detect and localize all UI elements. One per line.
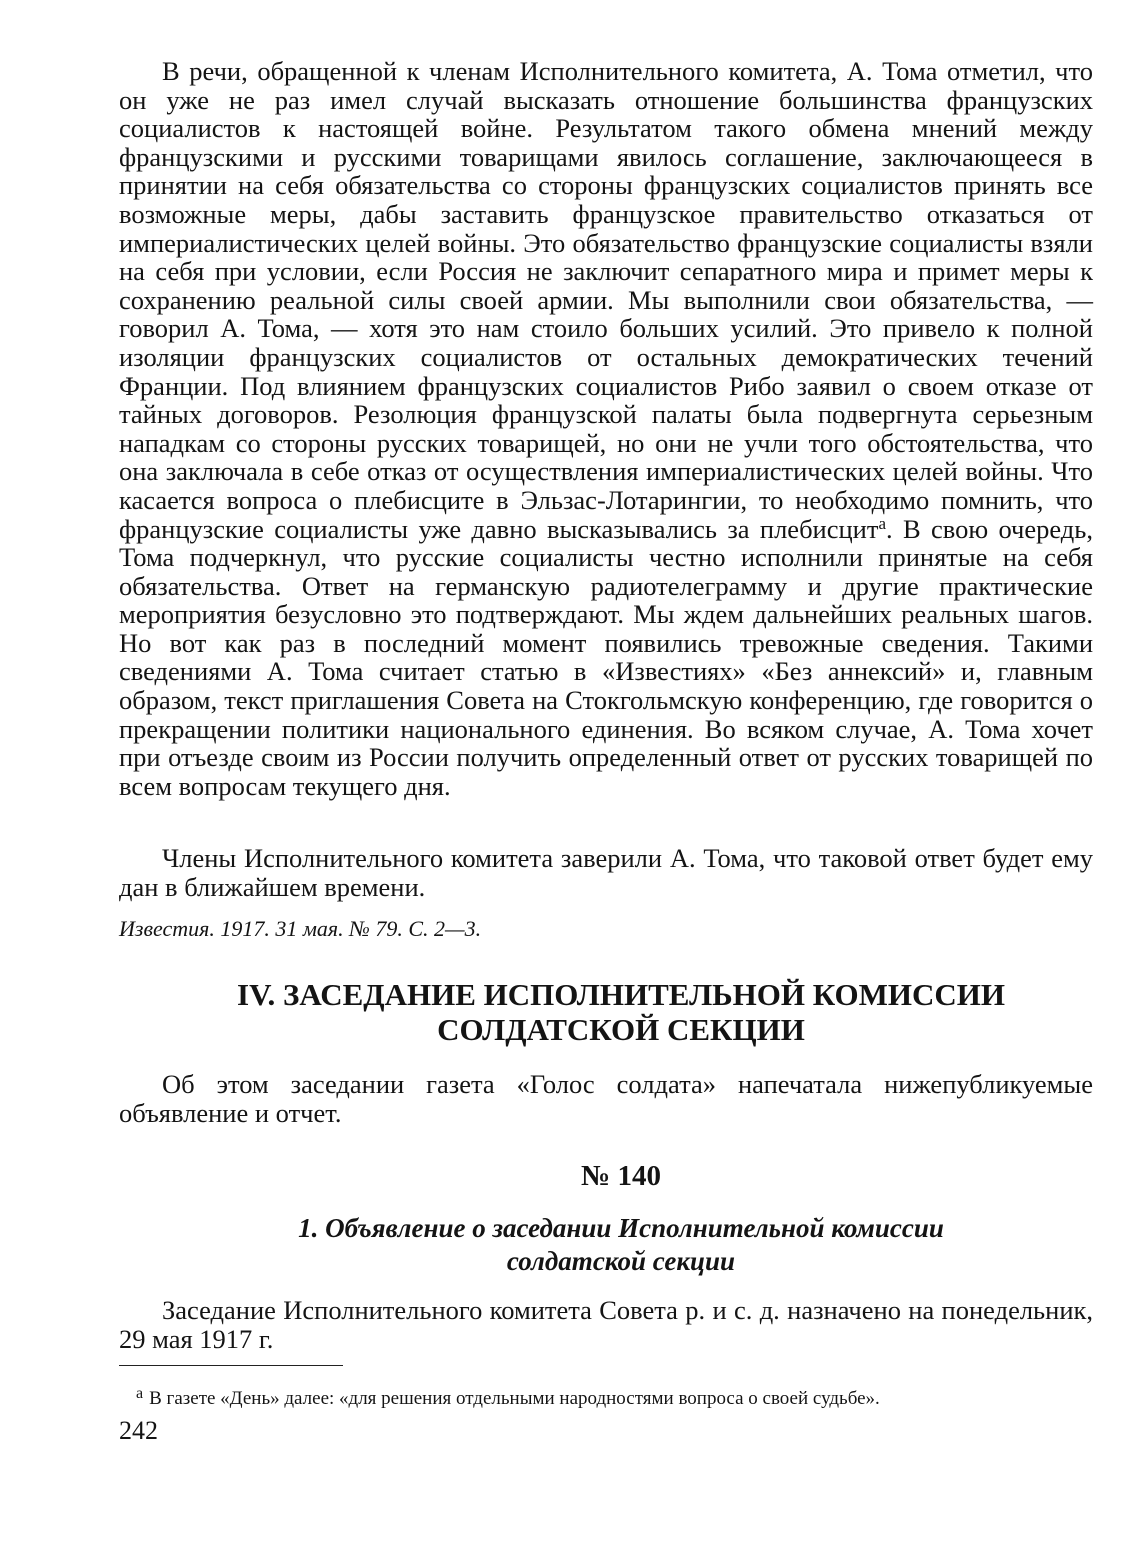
paragraph-text: . В свою очередь, Тома подчеркнул, что русские социалисты честно исполнили принятые на себя обязательства. Ответ на германскую радиотелеграмму и другие практические мероприятия безусловно это подтверждают. Мы ждем дальнейших реальных шагов. Но вот как раз в последний момент появились тревожные сведения. Такими сведениями А. Тома считает статью в «Известиях» «Без аннексий» и, главным образом, текст приглашения Совета на Стокгольмскую конференцию, где говорится о прекращении политики национального единения. Во всяком случае, А. Тома хочет при отъезде своим из России получить определенный ответ от русских товарищей по всем вопросам текущего дня. [119, 513, 1093, 801]
body-paragraph [119, 57, 1093, 800]
source-citation: Известия. 1917. 31 мая. № 79. С. 2—3. [119, 916, 482, 941]
footnote-mark: а [136, 1385, 144, 1402]
footnote-reference[interactable]: а [878, 513, 886, 533]
body-paragraph: Заседание Исполнительного комитета Совета р. и с. д. назначено на понедельник, 29 мая 1917 г. [119, 1295, 1093, 1354]
section-heading [119, 977, 1093, 1047]
footnote [136, 1381, 1096, 1412]
footnote-text: В газете «День» далее: «для решения отдельными народностями вопроса о своей судьбе». [149, 1388, 880, 1409]
document-title-line: солдатской секции [506, 1246, 736, 1276]
section-heading-line: IV. ЗАСЕДАНИЕ ИСПОЛНИТЕЛЬНОЙ КОМИССИИ [237, 977, 1005, 1012]
footnote-divider [119, 1365, 343, 1366]
section-heading-line: СОЛДАТСКОЙ СЕКЦИИ [437, 1012, 805, 1047]
page-number: 242 [119, 1416, 158, 1445]
body-paragraph: Члены Исполнительного комитета заверили А. Тома, что таковой ответ будет ему дан в ближайшем времени. [119, 843, 1093, 902]
paragraph-text: В речи, обращенной к членам Исполнительного комитета, А. Тома отметил, что он уже не раз имел случай высказать отношение большинства французских социалистов к настоящей войне. Результатом такого обмена мнений между французскими и русскими товарищами явилось соглашение, заключающееся в принятии на себя обязательства со стороны французских социалистов принять все возможные меры, дабы заставить французское правительство отказаться от империалистических целей войны. Это обязательство французские социалисты взяли на себя при условии, если Россия не заключит сепаратного мира и примет меры к сохранению реальной силы своей армии. Мы выполнили свои обязательства, — говорил А. Тома, — хотя это нам стоило больших усилий. Это привело к полной изоляции французских социалистов от остальных демократических течений Франции. Под влиянием французских социалистов Рибо заявил о своем отказе от тайных договоров. Резолюция французской палаты была подвергнута серьезным нападкам со стороны русских товарищей, но они не учли того обстоятельства, что она заключала в себе отказ от осуществления империалистических целей войны. Что касается вопроса о плебисците в Эльзас-Лотарингии, то необходимо помнить, что французские социалисты уже давно высказывались за плебисцит [119, 56, 1093, 544]
document-number: № 140 [581, 1160, 661, 1192]
document-title [119, 1212, 1093, 1278]
body-paragraph: Об этом заседании газета «Голос солдата» напечатала нижепубликуемые объявление и отчет. [119, 1069, 1093, 1128]
document-title-line: 1. Объявление о заседании Исполнительной комиссии [298, 1213, 944, 1243]
